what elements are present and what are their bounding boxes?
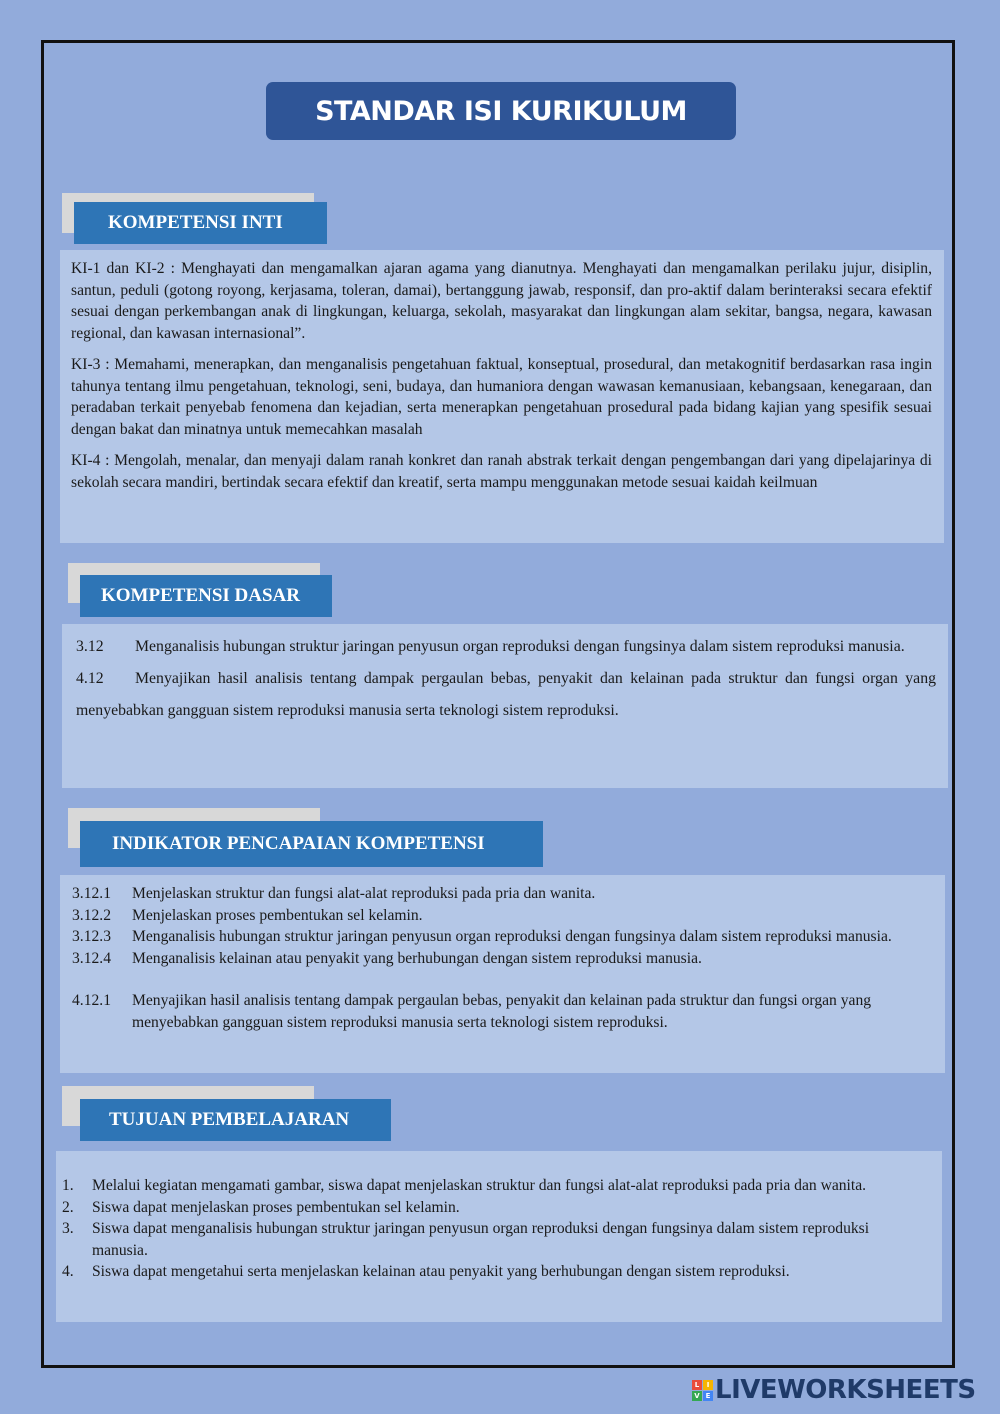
tp-item-text: Melalui kegiatan mengamati gambar, siswa dapat menjelaskan struktur dan fungsi alat-alat reproduksi pada pria dan wanita. [92, 1177, 867, 1194]
ipk-item-text: Menjelaskan proses pembentukan sel kelamin. [132, 906, 423, 924]
tp-heading: TUJUAN PEMBELAJARAN [80, 1099, 391, 1141]
logo-letter: E [703, 1391, 713, 1401]
tp-item-4 [62, 1261, 926, 1283]
tp-panel [56, 1151, 942, 1322]
kd-item-text: Menganalisis hubungan struktur jaringan penyusun organ reproduksi dengan fungsinya dalam sistem reproduksi manusia. [135, 638, 905, 655]
ipk-item-5 [72, 990, 933, 1033]
ki-panel [60, 250, 944, 543]
ipk-item-text: Menganalisis hubungan struktur jaringan penyusun organ reproduksi dengan fungsinya dalam sistem reproduksi manusia. [132, 928, 892, 945]
tp-item-1 [62, 1175, 926, 1197]
logo-icon [692, 1380, 713, 1401]
logo-letter: L [692, 1380, 702, 1390]
page-title: STANDAR ISI KURIKULUM [266, 82, 736, 140]
tp-item-2 [62, 1197, 926, 1219]
ipk-item-number: 3.12.2 [72, 906, 111, 924]
ipk-item-text: Menjelaskan struktur dan fungsi alat-alat reproduksi pada pria dan wanita. [132, 885, 596, 902]
ipk-item-4 [72, 948, 933, 970]
kd-item-1 [76, 631, 936, 663]
kd-item-number: 4.12 [76, 670, 104, 687]
ipk-heading: INDIKATOR PENCAPAIAN KOMPETENSI [80, 821, 543, 867]
liveworksheets-logo[interactable] [692, 1374, 976, 1406]
tp-item-text: Siswa dapat menjelaskan proses pembentukan sel kelamin. [92, 1198, 460, 1216]
ki-heading: KOMPETENSI INTI [74, 202, 327, 244]
ipk-panel [60, 875, 945, 1073]
ipk-item-number: 3.12.3 [72, 928, 111, 945]
ipk-item-text: Menganalisis kelainan atau penyakit yang berhubungan dengan sistem reproduksi manusia. [132, 949, 702, 967]
kd-panel [62, 624, 948, 788]
kd-item-text: Menyajikan hasil analisis tentang dampak pergaulan bebas, penyakit dan kelainan pada struktur dan fungsi organ yang menyebabkan gangguan sistem reproduksi manusia serta teknologi sistem reproduksi. [76, 670, 936, 719]
kd-item-number: 3.12 [76, 638, 104, 655]
tp-item-number: 3. [62, 1220, 74, 1237]
tp-item-number: 1. [62, 1177, 74, 1194]
ki-paragraph-1: KI-1 dan KI-2 : Menghayati dan mengamalkan ajaran agama yang dianutnya. Menghayati dan mengamalkan perilaku jujur, disiplin, santun, peduli (gotong royong, kerjasama, toleran, damai), bertanggung jawab, responsif, dan pro-aktif dalam berinteraksi secara efektif sesuai dengan perkembangan anak di lingkungan, keluarga, sekolah, masyarakat dan lingkungan alam sekitar, bangsa, negara, kawasan regional, dan kawasan internasional”. [71, 260, 932, 342]
ki-paragraph-2: KI-3 : Memahami, menerapkan, dan menganalisis pengetahuan faktual, konseptual, prosedural, dan metakognitif berdasarkan rasa ingin tahunya tentang ilmu pengetahuan, teknologi, seni, budaya, dan humaniora dengan wawasan kemanusiaan, kebangsaan, kenegaraan, dan peradaban terkait penyebab fenomena dan kejadian, serta menerapkan pengetahuan prosedural pada bidang kajian yang spesifik sesuai dengan bakat dan minatnya untuk memecahkan masalah [71, 356, 932, 438]
kd-heading: KOMPETENSI DASAR [80, 575, 332, 617]
logo-text: LIVEWORKSHEETS [715, 1375, 976, 1405]
ipk-item-1 [72, 883, 933, 905]
tp-item-number: 4. [62, 1263, 74, 1280]
logo-letter: V [692, 1391, 702, 1401]
tp-item-3 [62, 1218, 926, 1261]
kd-item-2 [76, 663, 936, 727]
ipk-item-number: 3.12.1 [72, 885, 111, 902]
tp-item-text: Siswa dapat mengetahui serta menjelaskan kelainan atau penyakit yang berhubungan dengan sistem reproduksi. [92, 1263, 790, 1280]
ipk-item-3 [72, 926, 933, 948]
ki-paragraph-3: KI-4 : Mengolah, menalar, dan menyaji dalam ranah konkret dan ranah abstrak terkait dengan pengembangan dari yang dipelajarinya di sekolah secara mandiri, bertindak secara efektif dan kreatif, serta mampu menggunakan metode sesuai kaidah keilmuan [71, 452, 932, 491]
tp-item-number: 2. [62, 1198, 74, 1216]
ipk-item-2 [72, 905, 933, 927]
ipk-item-text: Menyajikan hasil analisis tentang dampak pergaulan bebas, penyakit dan kelainan pada struktur dan fungsi organ yang menyebabkan gangguan sistem reproduksi manusia serta teknologi sistem reproduksi. [132, 992, 872, 1031]
ipk-item-number: 3.12.4 [72, 949, 111, 967]
ipk-item-number: 4.12.1 [72, 992, 111, 1009]
logo-letter: I [703, 1380, 713, 1390]
tp-item-text: Siswa dapat menganalisis hubungan struktur jaringan penyusun organ reproduksi dengan fungsinya dalam sistem reproduksi manusia. [92, 1220, 870, 1259]
